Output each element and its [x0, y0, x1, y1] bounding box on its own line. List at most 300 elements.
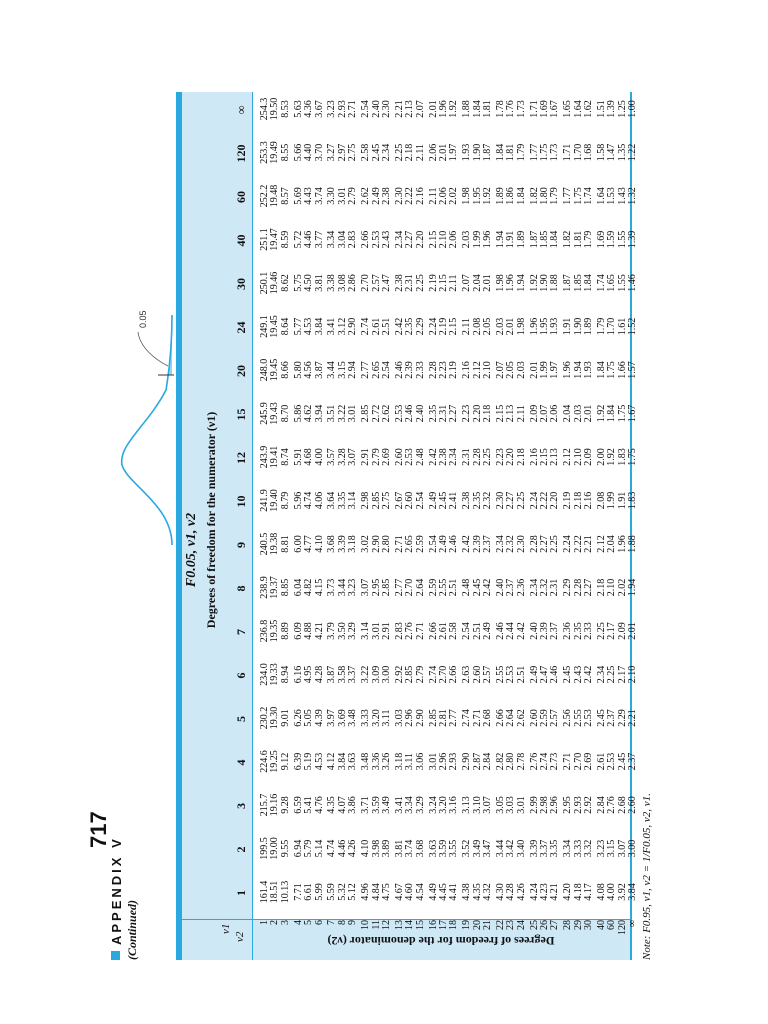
table-cell: 2.58	[448, 622, 460, 640]
table-cell: 2.46	[494, 622, 506, 640]
table-cell: 2.71	[471, 709, 483, 727]
table-cell: 3.20	[437, 796, 449, 814]
table-cell: 1.94	[627, 578, 639, 597]
table-cell: 5.12	[347, 883, 359, 901]
table-cell: 2.45	[370, 143, 382, 162]
table-cell: 2.63	[461, 665, 473, 684]
table-cell: 3.92	[616, 883, 628, 901]
table-cell: 2.37	[505, 578, 517, 597]
table-cell: 2.04	[471, 274, 483, 292]
table-cell: 2.57	[549, 709, 561, 727]
table-cell: 1.71	[562, 143, 574, 162]
table-cell: 2.25	[606, 665, 618, 684]
table-cell: 3.52	[461, 839, 473, 858]
table-cell: 1.88	[461, 100, 473, 118]
table-cell: 3.34	[562, 839, 574, 858]
table-cell: 1.91	[562, 317, 574, 336]
table-cell: 1.96	[505, 274, 517, 292]
table-cell: 2.71	[562, 752, 574, 771]
table-cell: 3.42	[505, 839, 517, 858]
table-cell: 3.48	[360, 752, 372, 771]
row-label: 14	[404, 920, 416, 930]
table-cell: 3.69	[336, 709, 348, 727]
table-cell: 1.22	[627, 143, 639, 162]
table-cell: 2.74	[360, 317, 372, 336]
table-cell: 2.72	[370, 404, 382, 423]
table-cell: 2.06	[549, 404, 561, 423]
table-cell: 3.22	[336, 404, 348, 423]
table-cell: 1.95	[539, 317, 550, 336]
table-cell: 1.86	[505, 187, 517, 205]
table-cell: 3.02	[360, 535, 372, 553]
table-cell: 3.87	[313, 361, 325, 379]
table-cell: 2.70	[572, 752, 584, 771]
table-cell: 2.44	[505, 622, 517, 640]
table-cell: 1.39	[627, 230, 639, 249]
row-label: 27	[549, 920, 561, 930]
table-cell: 1.58	[596, 143, 607, 162]
rotated-page-content	[108, 80, 688, 960]
column-header: 40	[234, 234, 248, 247]
table-cell: 7.71	[292, 883, 304, 901]
table-cell: 2.91	[380, 622, 392, 640]
table-cell: 19.33	[269, 663, 281, 686]
table-cell: 3.33	[572, 839, 584, 858]
table-cell: 2.55	[437, 578, 449, 597]
table-cell: 3.01	[427, 752, 439, 771]
table-cell: 2.01	[528, 361, 540, 379]
table-cell: 6.04	[292, 578, 304, 597]
table-cell: 3.47	[482, 839, 493, 858]
table-cell: 2.76	[528, 752, 540, 771]
table-cell: 2.95	[370, 578, 382, 597]
table-cell: 1.25	[616, 100, 628, 118]
table-cell: 3.41	[393, 796, 405, 814]
row-label: 20	[471, 920, 483, 930]
density-curve	[122, 315, 172, 545]
table-cell: 19.00	[269, 837, 281, 860]
table-cell: 2.31	[549, 578, 561, 597]
column-header: 24	[234, 321, 248, 334]
table-cell: 3.06	[414, 752, 426, 771]
table-cell: 2.06	[448, 230, 460, 249]
table-cell: 4.76	[313, 796, 325, 814]
table-cell: 2.01	[437, 143, 449, 162]
table-cell: 1.70	[572, 143, 584, 162]
column-header: 3	[234, 803, 248, 809]
table-cell: 3.68	[414, 839, 426, 858]
table-cell: 1.92	[596, 404, 607, 423]
table-cell: 3.49	[471, 839, 483, 858]
table-cell: 3.01	[336, 187, 348, 205]
table-cell: 4.08	[596, 883, 607, 901]
table-cell: 2.25	[393, 143, 405, 162]
table-cell: 2.12	[471, 361, 483, 379]
table-cell: 3.16	[448, 796, 460, 814]
table-cell: 3.97	[326, 709, 338, 727]
table-cell: 2.94	[347, 361, 359, 379]
table-cell: 1.39	[606, 100, 618, 118]
table-cell: 2.49	[427, 491, 439, 510]
table-cell: 2.19	[437, 317, 449, 336]
table-cell: 1.76	[505, 100, 517, 118]
table-cell: 250.1	[259, 271, 270, 295]
row-label: 24	[515, 920, 527, 930]
row-label: 1	[259, 920, 270, 925]
table-cell: 1.52	[627, 317, 639, 336]
table-cell: 2.18	[404, 143, 416, 162]
row-label: 30	[583, 920, 595, 930]
table-cell: 2.20	[549, 491, 561, 510]
table-cell: 241.9	[259, 489, 270, 512]
table-cell: 2.23	[461, 404, 473, 423]
table-cell: 2.90	[347, 317, 359, 336]
table-cell: 8.55	[279, 143, 291, 162]
table-cell: 1.84	[583, 274, 595, 292]
table-cell: 2.46	[549, 665, 561, 684]
table-cell: 8.64	[279, 317, 291, 336]
table-cell: 2.25	[414, 274, 426, 292]
table-cell: 2.37	[482, 535, 493, 553]
table-cell: 2.06	[427, 143, 439, 162]
table-cell: 2.51	[515, 665, 527, 684]
table-cell: 4.53	[313, 752, 325, 771]
table-cell: 2.85	[404, 665, 416, 684]
table-cell: 2.01	[505, 317, 517, 336]
table-cell: 1.67	[627, 404, 639, 423]
table-cell: 3.55	[448, 839, 460, 858]
table-cell: 1.64	[596, 187, 607, 205]
table-cell: 2.74	[461, 709, 473, 727]
table-cell: 2.42	[482, 578, 493, 597]
table-cell: 2.85	[380, 578, 392, 597]
table-cell: 19.25	[269, 750, 281, 773]
table-cell: 4.56	[303, 361, 315, 379]
table-cell: 3.89	[380, 839, 392, 858]
table-cell: 3.49	[380, 796, 392, 814]
table-cell: 2.34	[528, 578, 540, 597]
table-cell: 4.28	[313, 665, 325, 684]
table-cell: 5.69	[292, 187, 304, 205]
table-cell: 3.74	[404, 839, 416, 858]
table-cell: 1.35	[616, 143, 628, 162]
row-label: 4	[292, 920, 304, 925]
table-cell: 2.34	[448, 448, 460, 466]
denominator-title-box	[255, 934, 627, 962]
table-cell: 1.94	[515, 274, 527, 292]
table-cell: 2.64	[414, 578, 426, 597]
table-cell: 3.29	[347, 622, 359, 640]
table-cell: 1.90	[572, 317, 584, 336]
table-cell: 3.39	[528, 839, 540, 858]
table-cell: 2.53	[370, 230, 382, 249]
table-cell: 2.23	[437, 361, 449, 379]
table-cell: 2.37	[606, 709, 618, 727]
table-cell: 1.89	[494, 187, 506, 205]
table-cell: 2.29	[562, 578, 574, 597]
table-cell: 2.70	[360, 274, 372, 292]
table-cell: 2.08	[471, 317, 483, 336]
table-cell: 2.49	[528, 665, 540, 684]
table-cell: 1.95	[471, 187, 483, 205]
table-cell: 3.14	[347, 491, 359, 510]
table-cell: 2.07	[461, 274, 473, 292]
table-cell: 4.21	[549, 883, 561, 901]
table-cell: 8.94	[279, 665, 291, 684]
table-cell: 19.45	[269, 315, 281, 338]
table-cell: 2.38	[461, 491, 473, 510]
table-cell: 2.55	[494, 665, 506, 684]
table-cell: 2.29	[616, 709, 628, 727]
table-cell: 2.77	[448, 709, 460, 727]
table-cell: 2.22	[539, 491, 550, 510]
column-header: 7	[234, 629, 248, 635]
table-cell: 18.51	[269, 880, 281, 904]
table-cell: 2.32	[539, 578, 550, 597]
table-cell: 2.96	[549, 796, 561, 814]
table-cell: 2.70	[404, 578, 416, 597]
column-header: 9	[234, 542, 248, 548]
table-cell: 3.35	[336, 491, 348, 510]
table-cell: 2.46	[404, 404, 416, 423]
table-cell: 2.16	[528, 448, 540, 466]
table-cell: 2.78	[515, 752, 527, 771]
table-cell: 8.85	[279, 578, 291, 597]
table-cell: 2.54	[360, 100, 372, 118]
table-cell: 3.57	[326, 448, 338, 466]
row-label: 5	[303, 920, 315, 925]
table-cell: 2.76	[606, 796, 618, 814]
table-cell: 4.10	[313, 535, 325, 553]
table-cell: 8.62	[279, 274, 291, 292]
table-cell: 2.38	[393, 274, 405, 292]
column-header: 20	[234, 365, 248, 377]
table-cell: 3.08	[336, 274, 348, 292]
page-number: 717	[86, 811, 111, 848]
annotation-pointer	[138, 332, 168, 366]
table-cell: 234.0	[259, 663, 270, 686]
table-cell: 2.71	[347, 100, 359, 118]
table-cell: 1.99	[539, 361, 550, 379]
table-cell: 5.79	[303, 839, 315, 858]
table-cell: 2.35	[404, 317, 416, 336]
table-cell: 2.04	[562, 404, 574, 423]
table-cell: 199.5	[259, 837, 270, 860]
table-cell: 1.55	[616, 274, 628, 292]
table-cell: 2.81	[437, 709, 449, 727]
table-cell: 19.48	[269, 184, 281, 208]
table-cell: 3.71	[360, 796, 372, 814]
table-cell: 1.98	[494, 274, 506, 292]
table-cell: 236.8	[259, 619, 270, 643]
table-cell: 254.3	[259, 97, 270, 121]
table-cell: 2.49	[482, 622, 493, 640]
appendix-title: APPENDIX V	[109, 836, 124, 945]
table-cell: 2.24	[528, 491, 540, 510]
table-cell: 1.96	[562, 361, 574, 379]
row-label: 19	[461, 920, 473, 930]
table-cell: 1.74	[596, 274, 607, 292]
table-cell: 3.34	[326, 230, 338, 249]
table-cell: 19.38	[269, 532, 281, 556]
table-cell: 1.96	[616, 535, 628, 553]
table-cell: 2.22	[404, 187, 416, 205]
table-cell: 1.96	[437, 100, 449, 118]
table-cell: 2.28	[572, 578, 584, 597]
table-cell: 2.18	[515, 448, 527, 466]
table-cell: 2.33	[414, 361, 426, 379]
table-cell: 3.86	[347, 796, 359, 814]
table-cell: 3.22	[360, 665, 372, 684]
table-cell: 252.2	[259, 184, 270, 208]
table-cell: 2.96	[404, 709, 416, 727]
table-cell: 2.10	[572, 448, 584, 466]
table-cell: 2.66	[448, 665, 460, 684]
table-cell: 2.32	[505, 535, 517, 553]
table-cell: 8.74	[279, 448, 291, 466]
table-cell: 2.05	[505, 361, 517, 379]
table-cell: 2.15	[494, 404, 506, 423]
table-cell: 2.54	[380, 361, 392, 379]
table-cell: 2.41	[448, 491, 460, 510]
table-cell: 3.00	[380, 665, 392, 684]
table-cell: 1.65	[606, 274, 618, 292]
table-cell: 5.86	[292, 404, 304, 423]
table-cell: 2.42	[515, 622, 527, 640]
table-cell: 2.18	[572, 491, 584, 510]
table-cell: 1.84	[515, 187, 527, 205]
table-cell: 1.65	[562, 100, 574, 118]
table-cell: 3.35	[549, 839, 561, 858]
table-cell: 19.43	[269, 402, 281, 425]
table-cell: 3.37	[539, 839, 550, 858]
table-cell: 4.74	[326, 839, 338, 858]
table-cell: 1.90	[539, 274, 550, 292]
row-label: 2	[269, 920, 281, 925]
table-cell: 1.92	[482, 187, 493, 205]
table-cell: 2.69	[583, 752, 595, 771]
row-label: ∞	[627, 920, 639, 928]
table-cell: 4.06	[313, 491, 325, 510]
row-label: 7	[326, 920, 338, 925]
table-cell: 2.45	[562, 665, 574, 684]
table-cell: 2.22	[572, 535, 584, 553]
table-cell: 2.30	[393, 187, 405, 205]
row-label: 11	[370, 920, 382, 930]
table-cell: 19.41	[269, 445, 281, 469]
row-label: 25	[528, 920, 540, 930]
table-cell: 1.88	[627, 535, 639, 553]
table-cell: 4.07	[336, 796, 348, 814]
table-cell: 2.32	[482, 491, 493, 510]
table-cell: 2.24	[427, 317, 439, 336]
table-cell: 2.61	[437, 622, 449, 640]
table-cell: 1.97	[448, 143, 460, 162]
table-cell: 2.91	[360, 448, 372, 466]
table-cell: 8.81	[279, 535, 291, 553]
table-cell: 4.67	[393, 883, 405, 901]
table-cell: 2.27	[404, 230, 416, 249]
table-cell: 2.85	[427, 709, 439, 727]
table-cell: 4.77	[303, 535, 315, 553]
table-cell: 2.51	[471, 622, 483, 640]
table-cell: 1.68	[583, 143, 595, 162]
table-cell: 19.47	[269, 228, 281, 251]
table-cell: 4.28	[505, 883, 517, 901]
row-label: 17	[437, 920, 449, 930]
table-cell: 2.36	[515, 578, 527, 597]
table-cell: 249.1	[259, 315, 270, 338]
table-cell: 1.89	[583, 317, 595, 336]
table-cell: 2.38	[437, 448, 449, 466]
table-cell: 1.79	[549, 187, 561, 205]
table-cell: 3.84	[336, 752, 348, 771]
table-cell: 2.56	[562, 709, 574, 727]
table-cell: 1.84	[494, 143, 506, 162]
table-cell: 4.23	[539, 883, 550, 901]
table-cell: 4.54	[414, 883, 426, 901]
table-cell: 2.01	[583, 404, 595, 423]
column-header-divider	[252, 92, 253, 960]
table-cell: 2.40	[494, 578, 506, 597]
table-cell: 3.34	[404, 796, 416, 814]
table-cell: 1.66	[616, 361, 628, 379]
table-cell: 2.47	[539, 665, 550, 684]
tail-area-label: 0.05	[138, 310, 148, 328]
table-cell: 2.17	[606, 622, 618, 640]
table-cell: 4.21	[313, 622, 325, 640]
table-cell: 2.85	[370, 491, 382, 510]
table-cell: 2.15	[427, 230, 439, 249]
table-cell: 3.48	[347, 709, 359, 727]
table-cell: 3.23	[326, 100, 338, 118]
table-cell: 2.80	[380, 535, 392, 553]
table-cell: 1.84	[606, 404, 618, 423]
table-cell: 19.46	[269, 271, 281, 295]
table-cell: 2.92	[583, 796, 595, 814]
row-label: 10	[360, 920, 372, 930]
table-cell: 3.81	[313, 274, 325, 292]
table-cell: 8.79	[279, 491, 291, 510]
table-cell: 3.36	[370, 752, 382, 771]
column-header: 8	[234, 585, 248, 592]
table-cell: 5.19	[303, 752, 315, 771]
table-cell: 1.46	[627, 274, 639, 292]
table-cell: 2.42	[393, 317, 405, 336]
table-cell: 3.74	[313, 187, 325, 205]
table-cell: 2.28	[471, 448, 483, 466]
table-cell: 9.28	[279, 796, 291, 814]
row-label: 26	[539, 920, 550, 930]
table-cell: 3.01	[515, 796, 527, 814]
table-cell: 4.35	[471, 883, 483, 901]
table-cell: 1.73	[549, 143, 561, 162]
table-cell: 1.62	[583, 100, 595, 118]
table-cell: 2.16	[414, 187, 426, 205]
table-cell: 2.90	[370, 535, 382, 553]
table-cell: 2.09	[583, 448, 595, 466]
table-cell: 3.14	[360, 622, 372, 640]
table-cell: 4.26	[347, 839, 359, 858]
table-cell: 1.61	[616, 317, 628, 336]
table-cell: 2.53	[606, 752, 618, 771]
table-cell: 2.20	[471, 404, 483, 423]
table-cell: 4.43	[303, 187, 315, 205]
table-cell: 3.67	[313, 100, 325, 118]
table-cell: 3.81	[393, 839, 405, 858]
table-cell: 2.01	[427, 100, 439, 118]
table-cell: 3.07	[482, 796, 493, 814]
